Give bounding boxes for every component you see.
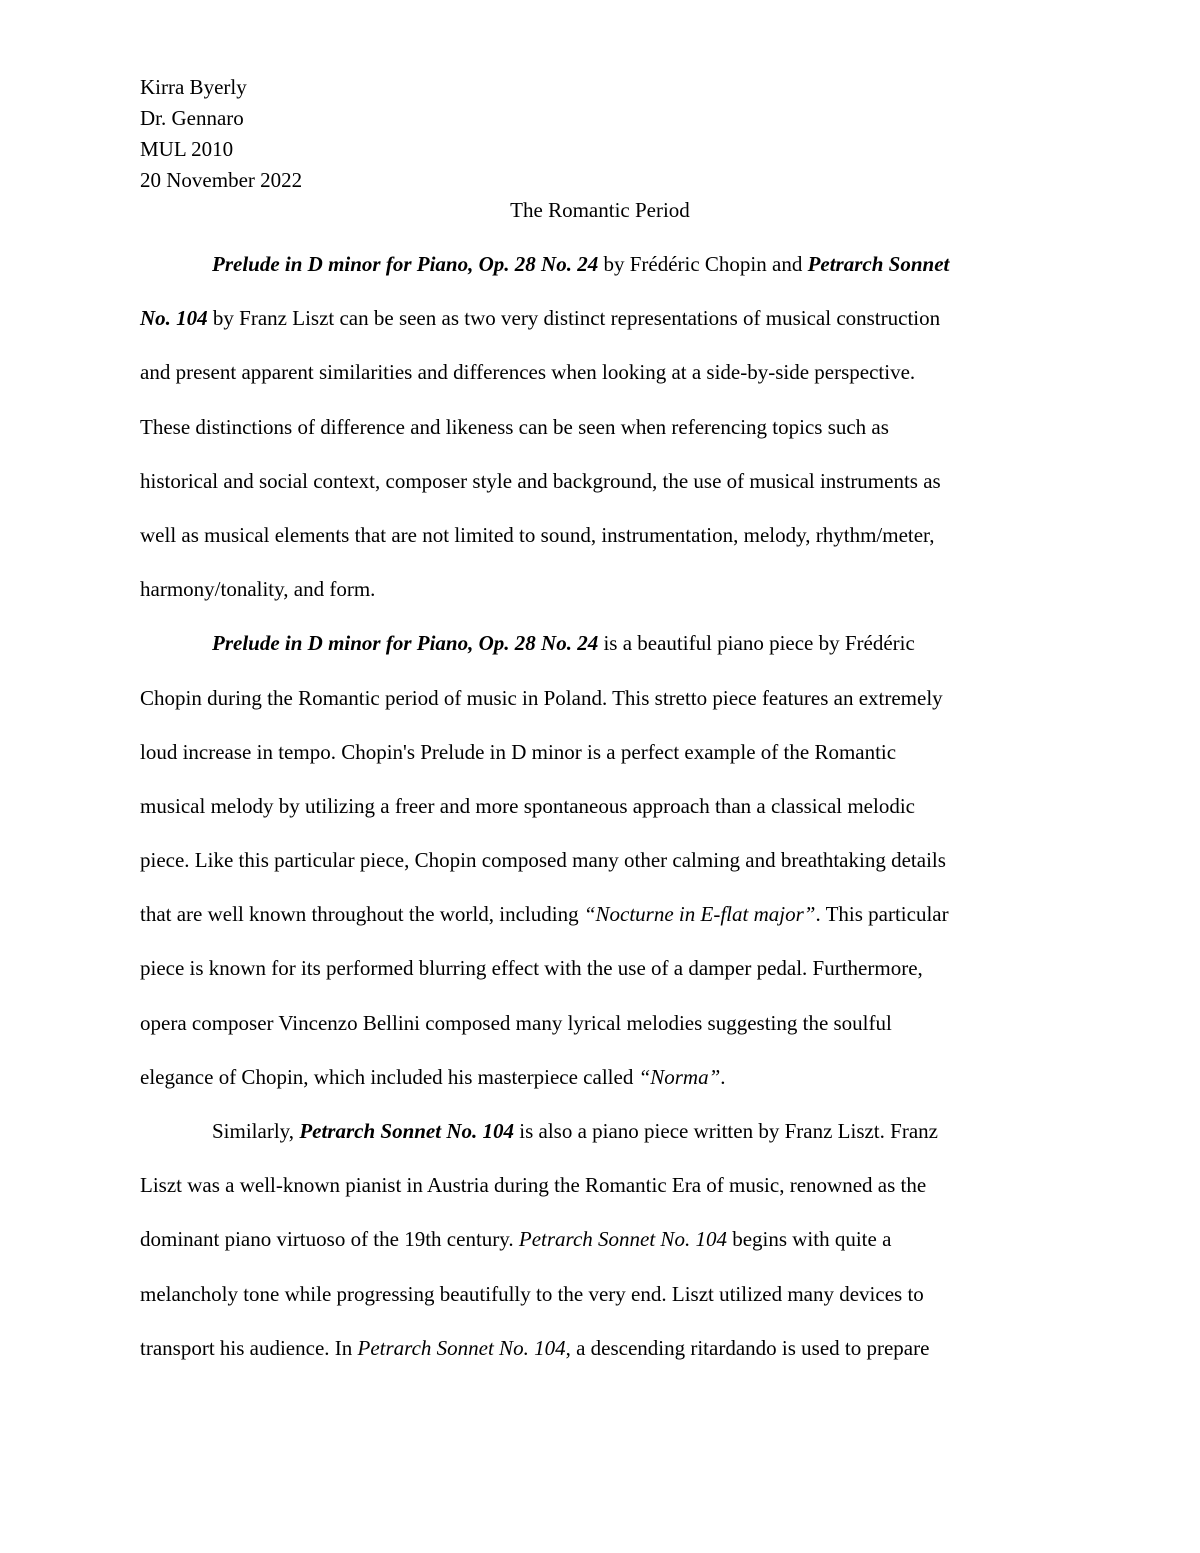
text-run: transport his audience. In (140, 1335, 358, 1360)
paragraph-line: musical melody by utilizing a freer and more spontaneous approach than a classical melodic (140, 793, 915, 818)
paragraph-line (140, 1117, 1060, 1171)
essay-body (140, 250, 1060, 1388)
paragraph-line (140, 304, 1060, 358)
work-title: “Norma” (638, 1064, 721, 1089)
work-title: “Nocturne in E-flat major” (583, 902, 816, 927)
paragraph-line: These distinctions of difference and likeness can be seen when referencing topics such as (140, 414, 889, 439)
text-run: Similarly, (212, 1119, 300, 1143)
paragraph-line (140, 629, 1060, 683)
paragraph-line (140, 900, 1060, 954)
paragraph-line: piece is known for its performed blurring effect with the use of a damper pedal. Furthermore, (140, 956, 923, 981)
course-code: MUL 2010 (140, 137, 234, 161)
author-name: Kirra Byerly (140, 75, 247, 99)
work-title: Petrarch Sonnet No. 104 (357, 1335, 566, 1360)
work-title: No. 104 (140, 306, 208, 331)
text-run: by Frédéric Chopin and (598, 252, 808, 276)
paragraph-line: loud increase in tempo. Chopin's Prelude in D minor is a perfect example of the Romantic (140, 739, 897, 764)
text-run: begins with quite a (726, 1227, 892, 1252)
date: 20 November 2022 (140, 168, 303, 192)
paragraph-line: piece. Like this particular piece, Chopin composed many other calming and breathtaking details (140, 848, 946, 873)
text-run: that are well known throughout the world, including (140, 902, 584, 927)
text-run: is also a piano piece written by Franz Liszt. Franz (514, 1119, 938, 1143)
work-title: Petrarch Sonnet No. 104 (518, 1227, 727, 1252)
text-run: dominant piano virtuoso of the 19th century. (140, 1227, 519, 1252)
paragraph-line: historical and social context, composer style and background, the use of musical instruments as (140, 468, 941, 493)
paragraph-line: Chopin during the Romantic period of music in Poland. This stretto piece features an extremely (140, 685, 943, 710)
instructor-name: Dr. Gennaro (140, 106, 244, 130)
page-title: The Romantic Period (510, 198, 690, 222)
work-title: Prelude in D minor for Piano, Op. 28 No. 24 (212, 631, 599, 656)
paragraph-line: harmony/tonality, and form. (140, 577, 376, 602)
paragraph-line: Liszt was a well-known pianist in Austria during the Romantic Era of music, renowned as the (140, 1173, 927, 1198)
paragraph-line: and present apparent similarities and differences when looking at a side-by-side perspective. (140, 360, 916, 385)
paragraph-line (140, 1063, 1060, 1117)
text-run: by Franz Liszt can be seen as two very distinct representations of musical construction (207, 306, 941, 331)
text-run: . (720, 1064, 726, 1089)
paragraph-line (140, 250, 1060, 304)
text-run: elegance of Chopin, which included his masterpiece called (140, 1064, 639, 1089)
text-run: , a descending ritardando is used to prepare (565, 1335, 930, 1360)
work-title: Petrarch Sonnet (807, 252, 950, 276)
text-run: . This particular (815, 902, 949, 927)
paragraph-line (140, 1225, 1060, 1279)
paragraph-line (140, 1334, 1060, 1388)
mla-heading (140, 72, 1060, 196)
work-title: Petrarch Sonnet No. 104 (299, 1119, 514, 1143)
paragraph-line: well as musical elements that are not limited to sound, instrumentation, melody, rhythm/meter, (140, 522, 935, 547)
paragraph-line: opera composer Vincenzo Bellini composed many lyrical melodies suggesting the soulful (140, 1010, 892, 1035)
paragraph-line: melancholy tone while progressing beautifully to the very end. Liszt utilized many devices to (140, 1281, 924, 1306)
work-title: Prelude in D minor for Piano, Op. 28 No. 24 (212, 252, 599, 276)
text-run: is a beautiful piano piece by Frédéric (598, 631, 915, 656)
